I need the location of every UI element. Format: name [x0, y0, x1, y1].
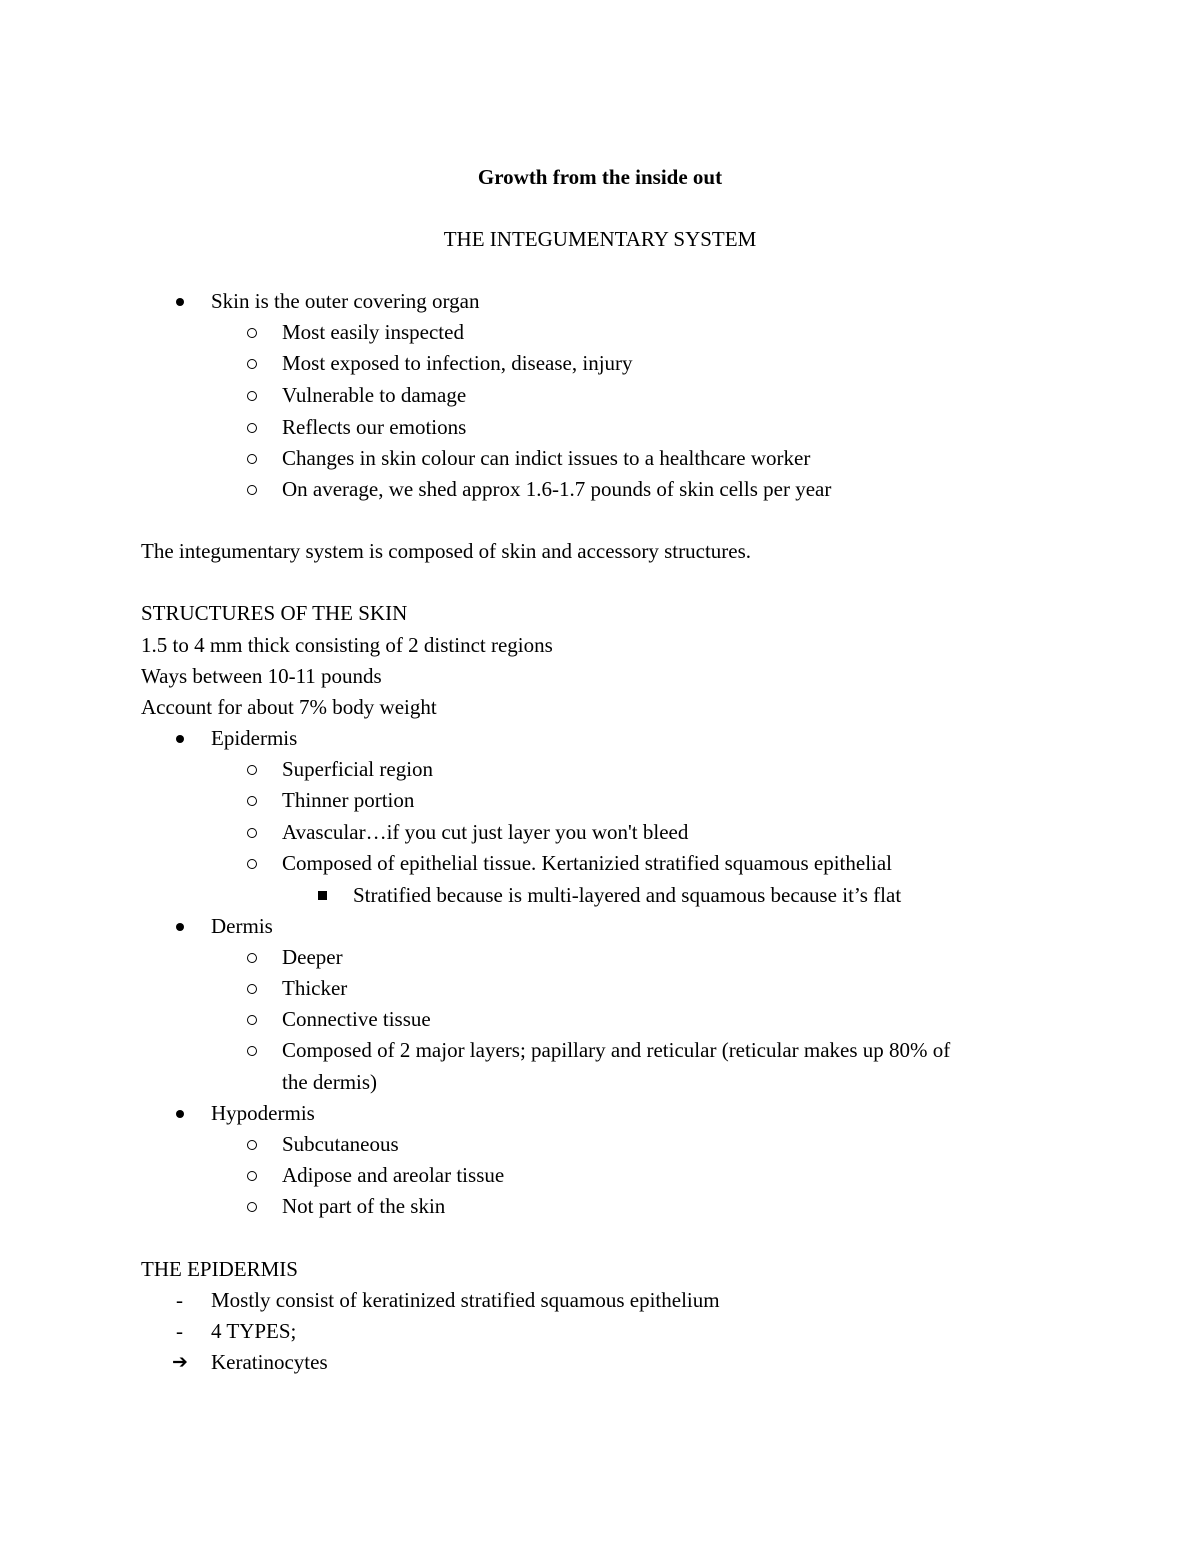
bullet-item: Dermis [211, 914, 273, 938]
arrow-right-icon: ➔ [172, 1351, 188, 1373]
paragraph: The integumentary system is composed of skin and accessory structures. [141, 539, 752, 563]
section-heading: STRUCTURES OF THE SKIN [141, 601, 408, 625]
bullet-circle-icon [247, 1162, 257, 1188]
text-line: Ways between 10-11 pounds [141, 664, 382, 688]
dash-item: 4 TYPES; [211, 1319, 297, 1343]
sub-bullet-item: Reflects our emotions [282, 415, 467, 439]
sub-bullet-item: Changes in skin colour can indict issues to a healthcare worker [282, 446, 811, 470]
bullet-circle-icon [247, 787, 257, 813]
bullet-circle-icon [247, 1006, 257, 1032]
dash-marker: - [176, 1288, 183, 1312]
sub-bullet-item: Composed of epithelial tissue. Kertanizied stratified squamous epithelial [282, 851, 893, 875]
bullet-circle-icon [247, 476, 257, 502]
sub-bullet-item: On average, we shed approx 1.6-1.7 pounds of skin cells per year [282, 477, 832, 501]
bullet-circle-icon [247, 382, 257, 408]
arrow-item: Keratinocytes [211, 1350, 328, 1374]
sub-bullet-item: Adipose and areolar tissue [282, 1163, 505, 1187]
bullet-disc-icon [176, 288, 184, 314]
bullet-disc-icon [176, 725, 184, 751]
sub-bullet-item: Thicker [282, 976, 348, 1000]
sub-bullet-item: Most easily inspected [282, 320, 464, 344]
bullet-circle-icon [247, 319, 257, 345]
bullet-circle-icon [247, 819, 257, 845]
bullet-item: Hypodermis [211, 1101, 315, 1125]
sub-bullet-item: Subcutaneous [282, 1132, 399, 1156]
text-line: 1.5 to 4 mm thick consisting of 2 distinct regions [141, 633, 553, 657]
sub-sub-bullet-item: Stratified because is multi-layered and squamous because it’s flat [353, 883, 902, 907]
sub-bullet-item: Composed of 2 major layers; papillary and reticular (reticular makes up 80% of [282, 1038, 951, 1062]
bullet-circle-icon [247, 1131, 257, 1157]
bullet-item: Epidermis [211, 726, 298, 750]
bullet-square-icon [318, 882, 327, 908]
bullet-circle-icon [247, 944, 257, 970]
sub-bullet-item: Not part of the skin [282, 1194, 446, 1218]
bullet-circle-icon [247, 850, 257, 876]
sub-bullet-item: Vulnerable to damage [282, 383, 467, 407]
sub-bullet-item: Superficial region [282, 757, 434, 781]
sub-bullet-item: Thinner portion [282, 788, 415, 812]
sub-bullet-item: Most exposed to infection, disease, injury [282, 351, 633, 375]
sub-bullet-item: Avascular…if you cut just layer you won't bleed [282, 820, 689, 844]
bullet-circle-icon [247, 414, 257, 440]
bullet-circle-icon [247, 756, 257, 782]
bullet-circle-icon [247, 1037, 257, 1063]
sub-bullet-continuation: the dermis) [282, 1070, 378, 1094]
section-title: THE INTEGUMENTARY SYSTEM [443, 227, 757, 251]
bullet-disc-icon [176, 913, 184, 939]
dash-marker: - [176, 1319, 183, 1343]
bullet-circle-icon [247, 975, 257, 1001]
bullet-circle-icon [247, 1193, 257, 1219]
sub-bullet-item: Connective tissue [282, 1007, 431, 1031]
sub-bullet-item: Deeper [282, 945, 343, 969]
bullet-item: Skin is the outer covering organ [211, 289, 480, 313]
bullet-circle-icon [247, 445, 257, 471]
document-title: Growth from the inside out [477, 165, 723, 189]
section-heading: THE EPIDERMIS [141, 1257, 298, 1281]
text-line: Account for about 7% body weight [141, 695, 437, 719]
dash-item: Mostly consist of keratinized stratified squamous epithelium [211, 1288, 720, 1312]
bullet-disc-icon [176, 1100, 184, 1126]
bullet-circle-icon [247, 350, 257, 376]
